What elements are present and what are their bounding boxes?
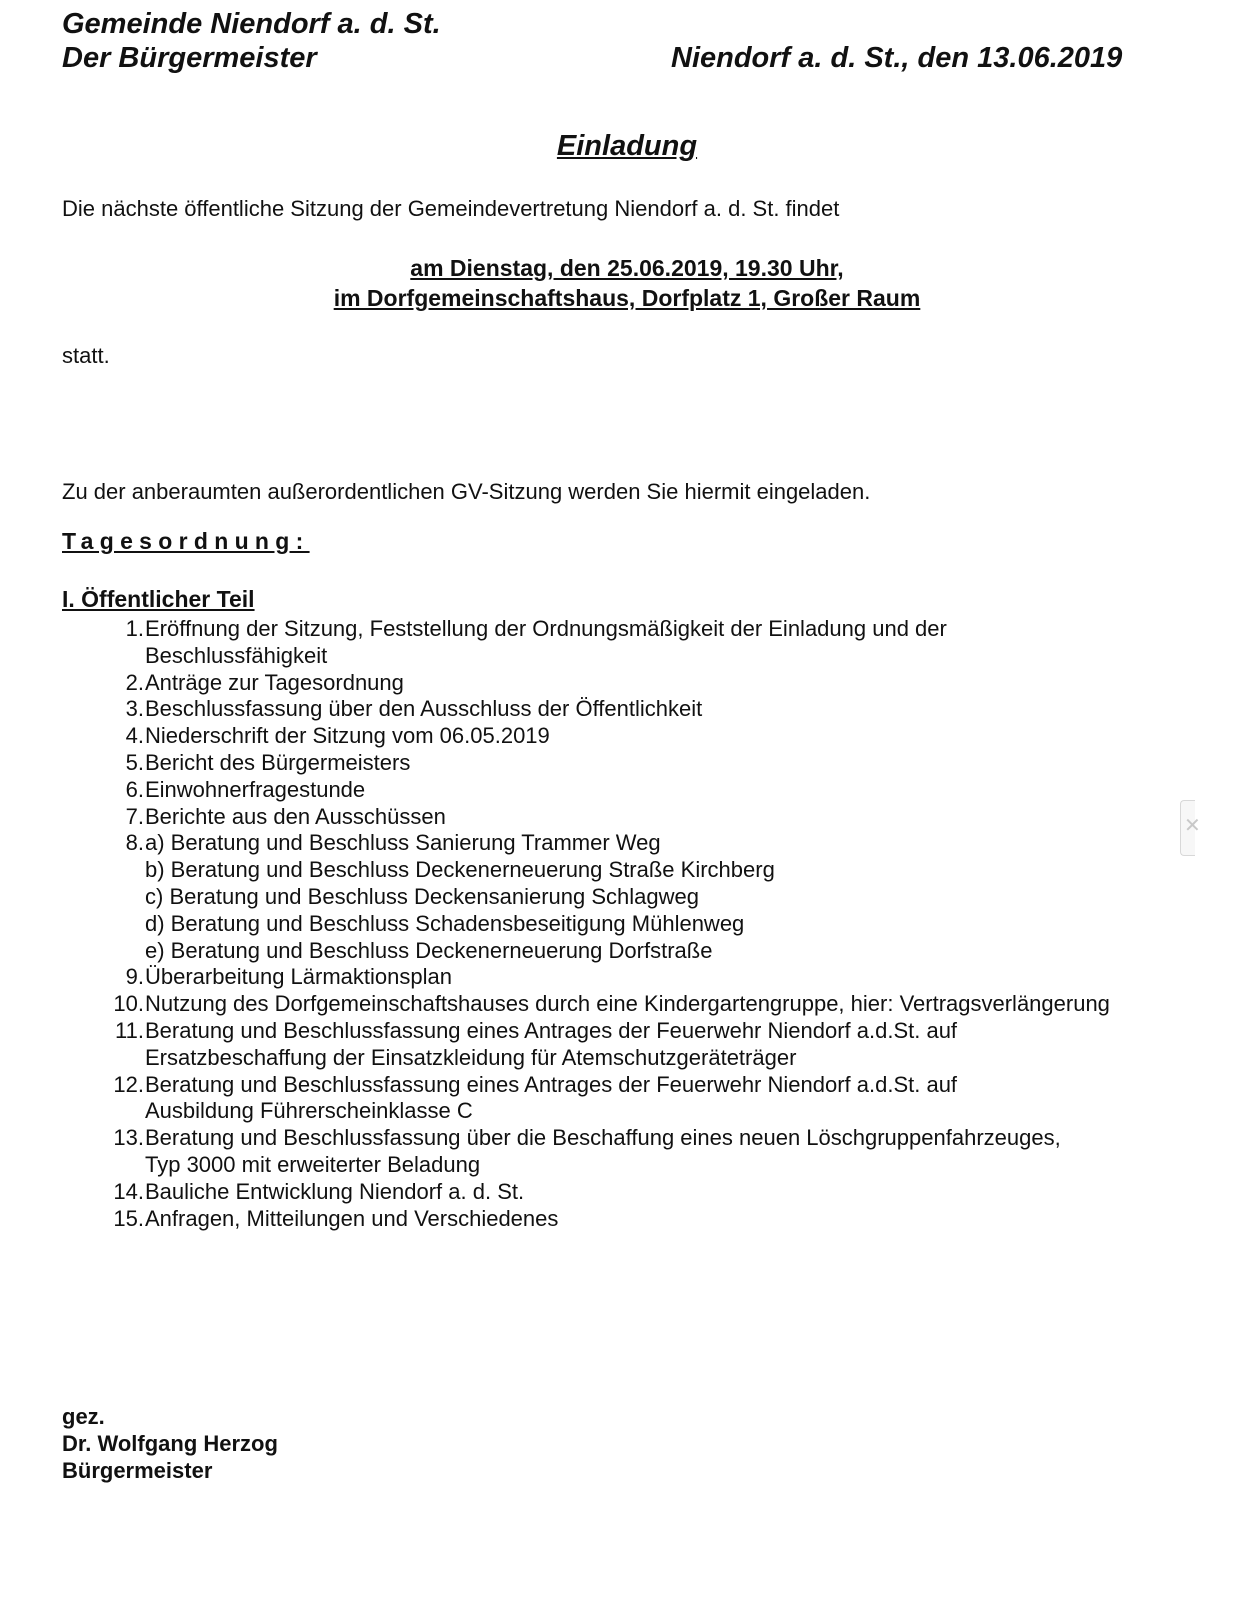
agenda-item	[62, 750, 1195, 777]
agenda-item-number: 6.	[125, 776, 144, 802]
agenda-item-text	[145, 964, 1195, 991]
agenda-item	[62, 1206, 1195, 1233]
side-panel-tab[interactable]	[1180, 800, 1201, 856]
agenda-item-number: 7.	[125, 803, 144, 829]
meeting-location-line: im Dorfgemeinschaftshaus, Dorfplatz 1, Großer Raum	[333, 285, 921, 311]
agenda-item	[62, 723, 1195, 750]
agenda-item-line: Beschlussfähigkeit	[145, 642, 328, 668]
place-date: Niendorf a. d. St., den 13.06.2019	[671, 42, 1123, 74]
agenda-item-line: Nutzung des Dorfgemeinschaftshauses durch eine Kindergartengruppe, hier: Vertragsverlängerung	[145, 991, 1110, 1017]
agenda-item-text	[145, 1179, 1195, 1206]
agenda-item-text	[145, 1072, 1195, 1126]
agenda-item	[62, 777, 1195, 804]
signature-name: Dr. Wolfgang Herzog	[62, 1431, 278, 1456]
agenda-item	[62, 830, 1195, 964]
agenda-item	[62, 991, 1195, 1018]
agenda-item-line: Beratung und Beschlussfassung eines Antrages der Feuerwehr Niendorf a.d.St. auf	[145, 1017, 958, 1043]
agenda-item-number: 13.	[113, 1125, 144, 1151]
agenda-item-number: 14.	[113, 1178, 144, 1204]
agenda-item-line: a) Beratung und Beschluss Sanierung Trammer Weg	[145, 830, 661, 856]
agenda-item-text	[145, 1206, 1195, 1233]
agenda-item-line: Überarbeitung Lärmaktionsplan	[145, 964, 452, 990]
agenda-item-line: b) Beratung und Beschluss Deckenerneuerung Straße Kirchberg	[145, 857, 775, 883]
agenda-item-text	[145, 991, 1195, 1018]
agenda-item-number: 2.	[125, 669, 144, 695]
agenda-item	[62, 1179, 1195, 1206]
agenda-item-line: Bericht des Bürgermeisters	[145, 749, 411, 775]
agenda-item-line: c) Beratung und Beschluss Deckensanierung Schlagweg	[145, 883, 699, 909]
agenda-item	[62, 804, 1195, 831]
statt-text: statt.	[62, 343, 110, 368]
agenda-item-line: Ersatzbeschaffung der Einsatzkleidung für Atemschutzgeräteträger	[145, 1044, 797, 1070]
invitation-text: Zu der anberaumten außerordentlichen GV-Sitzung werden Sie hiermit eingeladen.	[62, 479, 871, 504]
signature-role: Bürgermeister	[62, 1458, 213, 1483]
agenda-item-line: Beratung und Beschlussfassung über die Beschaffung eines neuen Löschgruppenfahrzeuges,	[145, 1125, 1061, 1151]
meeting-date-line: am Dienstag, den 25.06.2019, 19.30 Uhr,	[410, 255, 844, 281]
agenda-item	[62, 964, 1195, 991]
agenda-item-text	[145, 696, 1195, 723]
agenda-item-line: Niederschrift der Sitzung vom 06.05.2019	[145, 723, 550, 749]
agenda-item-line: Typ 3000 mit erweiterter Beladung	[145, 1151, 481, 1177]
agenda-item-number: 1.	[125, 616, 144, 641]
agenda-item-line: Anfragen, Mitteilungen und Verschiedenes	[145, 1205, 559, 1231]
agenda-heading: Tagesordnung:	[62, 528, 310, 554]
document-title: Einladung	[556, 130, 698, 162]
agenda-item-line: Bauliche Entwicklung Niendorf a. d. St.	[145, 1178, 525, 1204]
agenda-item-number: 15.	[113, 1205, 144, 1231]
agenda-item-number: 4.	[125, 723, 144, 749]
agenda-item	[62, 670, 1195, 697]
agenda-item	[62, 1072, 1195, 1126]
agenda-item-line: e) Beratung und Beschluss Deckenerneuerung Dorfstraße	[145, 937, 713, 963]
agenda-item	[62, 1018, 1195, 1072]
agenda-item-text	[145, 750, 1195, 777]
municipality-name: Gemeinde Niendorf a. d. St.	[62, 8, 441, 40]
section-heading: I. Öffentlicher Teil	[62, 586, 255, 612]
agenda-item-text	[145, 777, 1195, 804]
agenda-item-number: 10.	[113, 991, 144, 1017]
agenda-item-line: Ausbildung Führerscheinklasse C	[145, 1098, 473, 1124]
agenda-item-line: Beratung und Beschlussfassung eines Antrages der Feuerwehr Niendorf a.d.St. auf	[145, 1071, 958, 1097]
agenda-item	[62, 1125, 1195, 1179]
agenda-item-text	[145, 1125, 1195, 1179]
agenda-list	[62, 616, 1195, 1232]
signature-block	[62, 1403, 278, 1484]
intro-text: Die nächste öffentliche Sitzung der Gemeindevertretung Niendorf a. d. St. findet	[62, 196, 840, 221]
agenda-item-text	[145, 804, 1195, 831]
agenda-item-text	[145, 830, 1195, 964]
agenda-item	[62, 616, 1195, 670]
agenda-item-text	[145, 670, 1195, 697]
agenda-item-line: Eröffnung der Sitzung, Feststellung der Ordnungsmäßigkeit der Einladung und der	[145, 616, 947, 641]
agenda-item-number: 11.	[115, 1017, 144, 1043]
agenda-item-line: Beschlussfassung über den Ausschluss der Öffentlichkeit	[145, 696, 703, 722]
close-icon[interactable]: ✕	[1184, 815, 1201, 837]
office-name: Der Bürgermeister	[62, 42, 317, 74]
agenda-item-line: Einwohnerfragestunde	[145, 776, 366, 802]
agenda-item-line: Anträge zur Tagesordnung	[145, 669, 404, 695]
signature-gez: gez.	[62, 1404, 105, 1429]
agenda-item-number: 5.	[125, 749, 144, 775]
agenda-item-line: d) Beratung und Beschluss Schadensbeseitigung Mühlenweg	[145, 910, 745, 936]
agenda-item-number: 8.	[125, 830, 144, 856]
agenda-item-number: 3.	[125, 696, 144, 722]
agenda-item-number: 9.	[125, 964, 144, 990]
agenda-item-line: Berichte aus den Ausschüssen	[145, 803, 446, 829]
agenda-item	[62, 696, 1195, 723]
agenda-item-number: 12.	[113, 1071, 144, 1097]
agenda-item-text	[145, 1018, 1195, 1072]
agenda-item-text	[145, 616, 1195, 670]
agenda-item-text	[145, 723, 1195, 750]
